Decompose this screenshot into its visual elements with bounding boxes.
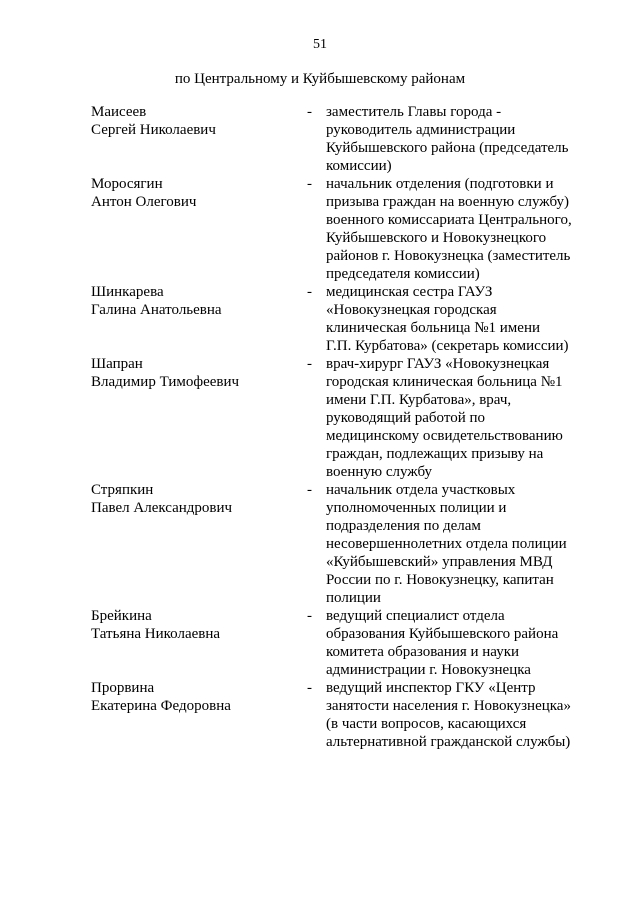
member-surname: Стряпкин (91, 482, 154, 498)
member-row (91, 355, 591, 481)
member-name (91, 175, 307, 283)
member-surname: Моросягин (91, 176, 163, 192)
member-surname: Прорвина (91, 680, 155, 696)
member-role: ведущий инспектор ГКУ «Центр занятости населения г. Новокузнецка» (в части вопросов, касающихся альтернативной гражданской службы) (326, 680, 571, 750)
member-surname: Маисеев (91, 104, 147, 120)
member-row (91, 607, 591, 679)
member-given-names: Екатерина Федоровна (91, 698, 231, 714)
member-given-names: Павел Александрович (91, 500, 233, 516)
member-surname: Шинкарева (91, 284, 164, 300)
member-name (91, 607, 307, 679)
member-dash: - (307, 680, 312, 696)
member-role: начальник отделения (подготовки и призыва граждан на военную службу) военного комиссариата Центрального, Куйбышевского и Новокузнецкого районов г. Новокузнецка (заместитель председателя комиссии) (326, 176, 572, 282)
member-row (91, 679, 591, 751)
member-role: начальник отдела участковых уполномоченных полиции и подразделения по делам несовершеннолетних отдела полиции «Куйбышевский» управления МВД России по г. Новокузнецку, капитан полиции (326, 482, 567, 606)
member-dash: - (307, 482, 312, 498)
member-role: медицинская сестра ГАУЗ «Новокузнецкая городская клиническая больница №1 имени Г.П. Курбатова» (секретарь комиссии) (326, 284, 569, 354)
member-given-names: Владимир Тимофеевич (91, 374, 240, 390)
member-name (91, 355, 307, 481)
member-role: врач-хирург ГАУЗ «Новокузнецкая городская клиническая больница №1 имени Г.П. Курбатова», врач, руководящий работой по медицинскому освидетельствованию граждан, подлежащих призыву на военную службу (326, 356, 563, 480)
member-dash: - (307, 608, 312, 624)
member-dash: - (307, 356, 312, 372)
section-heading: по Центральному и Куйбышевскому районам (174, 71, 466, 87)
member-row (91, 283, 591, 355)
member-name (91, 103, 307, 175)
member-given-names: Татьяна Николаевна (91, 626, 221, 642)
member-dash: - (307, 176, 312, 192)
member-given-names: Сергей Николаевич (91, 122, 216, 138)
member-name (91, 679, 307, 751)
member-row (91, 481, 591, 607)
member-dash: - (307, 104, 312, 120)
member-given-names: Галина Анатольевна (91, 302, 222, 318)
member-dash: - (307, 284, 312, 300)
member-surname: Брейкина (91, 608, 152, 624)
commission-member-list (91, 103, 591, 751)
member-name (91, 283, 307, 355)
member-row (91, 103, 591, 175)
member-role: заместитель Главы города - руководитель администрации Куйбышевского района (председатель комиссии) (326, 104, 569, 174)
member-name (91, 481, 307, 607)
member-given-names: Антон Олегович (91, 194, 197, 210)
member-surname: Шапран (91, 356, 143, 372)
member-role: ведущий специалист отдела образования Куйбышевского района комитета образования и науки администрации г. Новокузнецка (326, 608, 559, 678)
page-number: 51 (313, 37, 327, 52)
member-row (91, 175, 591, 283)
